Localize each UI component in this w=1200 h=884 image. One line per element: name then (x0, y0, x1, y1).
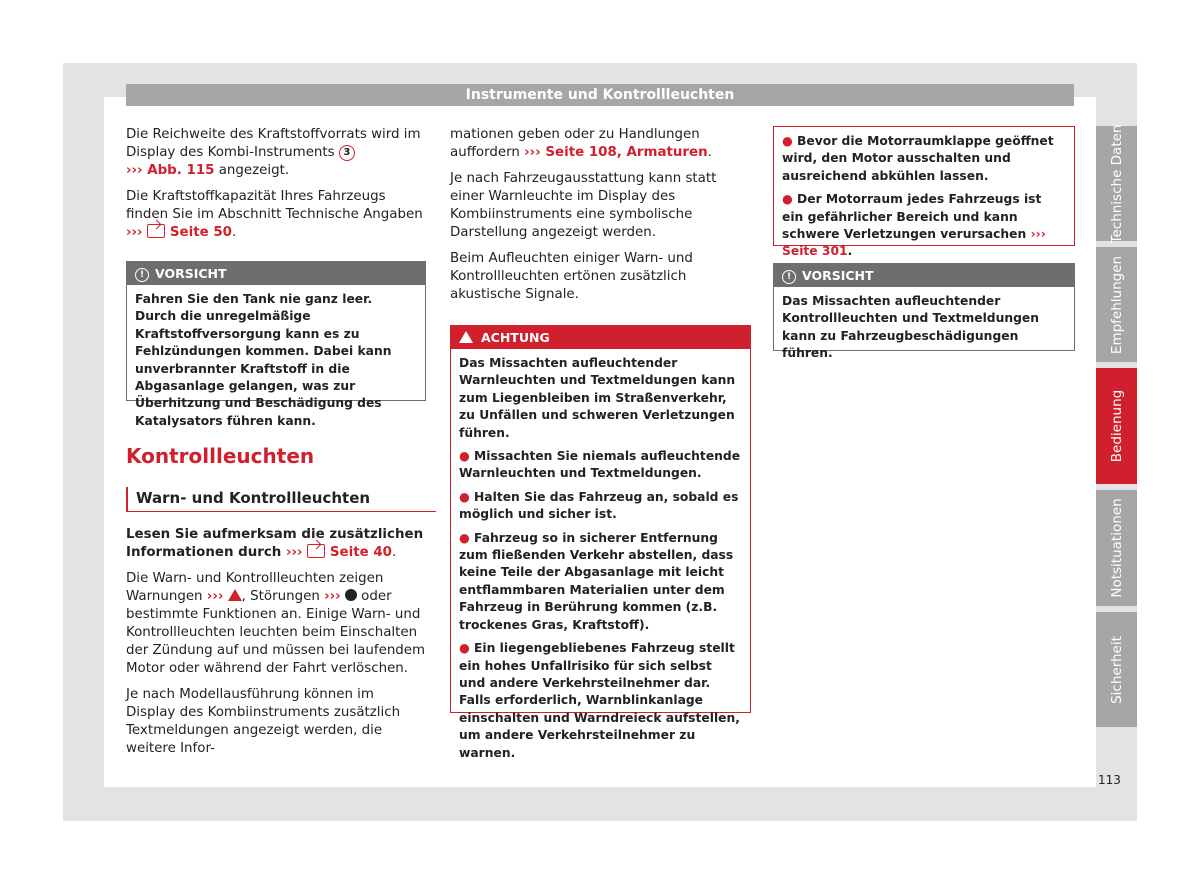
warning-bullet: ● Bevor die Motorraumklappe geöffnet wird, den Motor ausschalten und ausreichend abkühlen lassen. (782, 134, 1054, 183)
page-link[interactable]: ››› Seite 40 (286, 545, 392, 560)
warning-triangle-icon (228, 589, 242, 601)
warning-box (450, 325, 751, 760)
book-icon (147, 224, 165, 238)
warning-bullet: ● Der Motorraum jedes Fahrzeugs ist ein gefährlicher Bereich und kann schwere Verletzungen verursachen ››› Seite 301. (782, 192, 1046, 259)
tab-empfehlungen[interactable]: Empfehlungen (1096, 247, 1137, 362)
paragraph-fuel-capacity: Die Kraftstoffkapazität Ihres Fahrzeugs finden Sie im Abschnitt Technische Angaben ››› Seite 50. (126, 189, 423, 240)
paragraph-acoustic: Beim Aufleuchten einiger Warn- und Kontrollleuchten ertönen zusätzlich akustische Signale. (450, 251, 693, 302)
page-link[interactable]: ››› Seite 108, Armaturen (524, 145, 708, 160)
info-icon: ! (782, 270, 796, 284)
tab-bedienung[interactable]: Bedienung (1096, 368, 1137, 484)
section-heading: Kontrollleuchten (126, 444, 315, 468)
caution-text: Das Missachten aufleuchtender Kontrollleuchten und Textmeldungen kann zu Fahrzeugbeschädigungen führen. (782, 294, 1040, 361)
malfunction-icon (345, 589, 357, 601)
paragraph-text-messages: Je nach Modellausführung können im Display des Kombiinstruments zusätzlich Textmeldungen angezeigt werden, die weitere Infor- (126, 687, 401, 756)
paragraph-warnings: Die Warn- und Kontrollleuchten zeigen Warnungen ››› , Störungen ››› oder bestimmte Funktionen an. Einige Warn- und Kontrollleuchten leuchten beim Einschalten der Zündung auf und müssen bei laufendem Motor oder während der Fahrt verlöschen. (126, 571, 426, 676)
warning-continued-content (774, 127, 1074, 273)
warning-header: ACHTUNG (451, 326, 750, 349)
info-icon: ! (135, 268, 149, 282)
column-2 (450, 126, 750, 312)
page-number: 113 (1098, 773, 1121, 787)
page-link[interactable]: ››› Seite 50 (126, 225, 232, 240)
subsection-heading: Warn- und Kontrollleuchten (126, 487, 436, 512)
warning-content (451, 349, 750, 774)
paragraph-symbolic: Je nach Fahrzeugausstattung kann statt einer Warnleuchte im Display des Kombiinstruments eine symbolische Darstellung angezeigt werden. (450, 171, 717, 240)
caution-header: ! VORSICHT (774, 264, 1074, 287)
column-1 (126, 126, 426, 250)
tab-technische-daten[interactable]: Technische Daten (1096, 126, 1137, 241)
intro-paragraph: Lesen Sie aufmerksam die zusätzlichen Informationen durch ››› Seite 40. (126, 527, 424, 560)
tab-sicherheit[interactable]: Sicherheit (1096, 612, 1137, 727)
page-link[interactable]: ››› Seite 301 (782, 227, 1046, 259)
section-header: Instrumente und Kontrollleuchten (126, 84, 1074, 106)
tab-notsituationen[interactable]: Notsituationen (1096, 490, 1137, 606)
book-icon (307, 544, 325, 558)
warning-box-continued (773, 126, 1075, 259)
caution-text: Fahren Sie den Tank nie ganz leer. Durch die unregelmäßige Kraftstoffversorgung kann es zu Fehlzündungen kommen. Dabei kann unverbrannter Kraftstoff in die Abgasanlage gelangen, was zur Überhitzung und Beschädigung des Katalysators führen kann. (135, 292, 392, 428)
figure-link[interactable]: ››› Abb. 115 (126, 163, 215, 178)
paragraph-fuel-range: Die Reichweite des Kraftstoffvorrats wird im Display des Kombi-Instruments 3 ››› Abb. 115 angezeigt. (126, 127, 421, 178)
caution-box-indicators (773, 263, 1075, 361)
caution-box-fuel (126, 261, 426, 428)
paragraph-continued: mationen geben oder zu Handlungen auffordern ››› Seite 108, Armaturen. (450, 127, 712, 160)
callout-number: 3 (339, 145, 355, 161)
column-1-lower (126, 526, 426, 766)
caution-header: ! VORSICHT (127, 262, 425, 285)
warning-intro: Das Missachten aufleuchtender Warnleuchten und Textmeldungen kann zum Liegenbleiben im Straßenverkehr, zu Unfällen und schweren Verletzungen führen. (459, 356, 736, 440)
warning-bullet: ● Missachten Sie niemals aufleuchtende Warnleuchten und Textmeldungen. (459, 449, 741, 481)
warning-triangle-icon (459, 331, 473, 343)
warning-bullet: ● Fahrzeug so in sicherer Entfernung zum fließenden Verkehr abstellen, dass keine Teile der Abgasanlage mit leicht entflammbaren Materialien unter dem Fahrzeug in Berührung kommen (z.B. trockenes Gras, Kraftstoff). (459, 530, 734, 632)
warning-bullet: ● Halten Sie das Fahrzeug an, sobald es möglich und sicher ist. (459, 489, 739, 522)
warning-bullet: ● Ein liegengebliebenes Fahrzeug stellt ein hohes Unfallrisiko für sich selbst und andere Verkehrsteilnehmer dar. Falls erforderlich, Warnblinkanlage einschalten und Warndreieck aufstellen, um andere Verkehrsteilnehmer zu warnen. (459, 641, 740, 760)
